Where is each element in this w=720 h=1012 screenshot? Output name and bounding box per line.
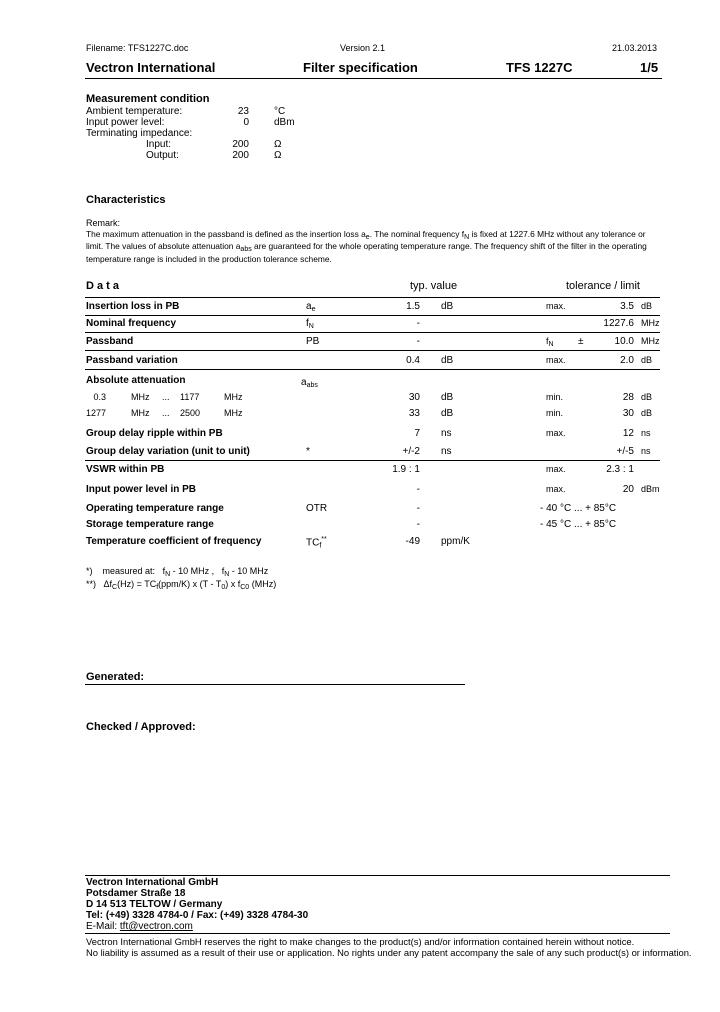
symbol-sub: N [308,323,314,330]
tol-unit: dB [641,408,653,418]
typ-unit: dB [441,408,454,419]
row-label: Absolute attenuation [86,375,186,386]
tol-unit: ns [641,428,651,438]
note-2: **) $\Delta f_C(Hz) = TC_f(ppm/K)$ x $(T - T_0)$ x $f_{C0}$ (MHz) [86,579,277,591]
tol-value: 28 [622,392,634,403]
footer-phone: Tel: (+49) 3328 4784-0 / Fax: (+49) 3328 4784-30 [86,910,309,921]
typ-unit: dB [441,392,454,403]
footer-divider [85,875,670,876]
typ-unit: dB [441,355,454,366]
header-divider [85,78,662,79]
version: Version 2.1 [340,43,386,53]
input-unit: Ω [274,139,282,150]
remark-line-1: The maximum attenuation in the passband is defined as the insertion loss $a_e$. The nominal frequency $f_N$ is fixed at 1227.6 MHz without any tolerance or [86,229,646,241]
col-tol-header: tolerance / limit [566,280,640,292]
output-label: Output: [146,150,179,161]
part-number: TFS 1227C [506,60,573,75]
range-dots: ... [162,408,170,418]
tol-prefix-main: max. [546,484,566,494]
row-label: VSWR within PB [86,464,165,475]
tol-unit: dB [641,392,653,402]
row-label: Insertion loss in PB [86,301,180,312]
row-label: Passband variation [86,355,178,366]
symbol-main: f [306,318,309,329]
company-name: Vectron International [86,60,216,75]
symbol-main: * [306,446,310,457]
power-label: Input power level: [86,117,165,128]
tol-prefix [546,336,554,348]
row-symbol [306,446,310,457]
typ-value: 1.5 [406,301,420,312]
row-symbol [306,503,327,514]
tol-unit: MHz [641,318,660,328]
doc-title: Filter specification [303,60,418,75]
table-rule [85,332,660,333]
range-to: 2500 [180,408,201,418]
remark-line-2: limit. The values of absolute attenuation $a_{abs}$ are guaranteed for the whole operating temperature range. The frequency shift of the filter in the operating [86,241,647,253]
tol-prefix-main: f [546,336,549,346]
doc-date: 21.03.2013 [612,43,658,53]
footer-email-row: E-Mail: tft@vectron.com [86,921,193,932]
typ-unit: ns [441,446,452,457]
tol-unit: ns [641,446,651,456]
footer-company: Vectron International GmbH [86,877,219,888]
symbol-main: PB [306,336,320,347]
tol-prefix-main: min. [546,408,564,418]
tol-prefix-sub: N [548,341,554,348]
table-rule [85,297,660,298]
tol-value: 2.0 [620,355,634,366]
tol-value: 3.5 [620,301,634,312]
symbol-main: OTR [306,503,328,514]
symbol-sub: e [311,306,316,313]
symbol-main: a [306,301,312,312]
tol-value: 1227.6 [603,318,634,329]
table-rule [85,369,660,370]
typ-value: 33 [408,408,420,419]
typ-value: 7 [414,428,420,439]
typ-value: +/-2 [402,446,420,457]
symbol-sub: abs [306,382,318,389]
ambient-value: 23 [237,106,249,117]
row-label: Storage temperature range [86,519,214,530]
typ-value: - [416,336,420,347]
characteristics-title: Characteristics [86,194,166,206]
generated-label: Generated: [86,671,145,683]
tol-value: +/-5 [616,446,634,457]
row-label: Input power level in PB [86,484,197,495]
tol-value: - 45 °C ... + 85°C [540,519,617,530]
tol-prefix-main: max. [546,301,566,311]
range-unit-1: MHz [131,408,150,418]
tol-value: 10.0 [614,336,634,347]
range-unit-1: MHz [131,392,150,402]
typ-value: 0.4 [406,355,420,366]
typ-value: - [416,318,420,329]
range-from: 0.3 [93,392,106,402]
range-to: 1177 [180,392,200,402]
note-1: *) measured at: $f_N - 10$ MHz , $f_N - 10$ MHz [86,566,269,578]
row-label: Temperature coefficient of frequency [86,536,262,547]
typ-value: - [416,503,420,514]
tol-prefix-main: min. [546,392,564,402]
power-unit: dBm [274,117,295,128]
row-label: Nominal frequency [86,318,177,329]
range-from: 1277 [86,408,107,418]
tol-prefix-main: max. [546,428,566,438]
row-symbol [301,377,318,389]
tol-value: 2.3 : 1 [606,464,634,475]
range-dots: ... [162,392,170,402]
checked-label: Checked / Approved: [86,721,196,733]
tol-unit: MHz [641,336,660,346]
typ-unit: ppm/K [441,536,470,547]
power-value: 0 [243,117,249,128]
row-symbol [306,301,315,313]
footer-divider-2 [85,933,670,934]
typ-unit: ns [441,428,452,439]
typ-unit: dB [441,301,454,312]
term-label: Terminating impedance: [86,128,193,139]
range-unit-2: MHz [224,408,243,418]
row-label: Operating temperature range [86,503,224,514]
tol-value: 12 [622,428,634,439]
email-link[interactable]: tft@vectron.com [119,921,193,932]
output-unit: Ω [274,150,282,161]
typ-value: - [416,519,420,530]
tol-plusminus: ± [578,336,584,347]
tol-prefix-main: max. [546,464,566,474]
tol-unit: dB [641,301,653,311]
table-rule [85,315,660,316]
typ-value: 1.9 : 1 [392,464,420,475]
footer-city: D 14 513 TELTOW / Germany [86,899,223,910]
symbol-main: a [301,377,307,388]
typ-value: - [416,484,420,495]
output-value: 200 [232,150,249,161]
measurement-title: Measurement condition [86,93,210,105]
table-rule [85,460,660,461]
remark-line-3: temperature range is included in the production tolerance scheme. [86,254,332,264]
typ-value: 30 [408,392,420,403]
generated-line [85,684,465,685]
symbol-sub: f [319,542,322,550]
typ-value: -49 [405,536,420,547]
tol-value: 30 [622,408,634,419]
symbol-sup: ** [321,536,327,543]
input-label: Input: [146,139,172,150]
footer-street: Potsdamer Straße 18 [86,888,186,899]
row-label: Group delay variation (unit to unit) [86,446,250,457]
range-unit-2: MHz [224,392,243,402]
tol-value: 20 [622,484,634,495]
filename: Filename: TFS1227C.doc [86,43,189,53]
tol-value: - 40 °C ... + 85°C [540,503,617,514]
table-rule [85,350,660,351]
row-symbol [306,318,314,330]
row-label: Passband [86,336,134,347]
tol-prefix-main: max. [546,355,566,365]
page-number: 1/5 [640,60,659,75]
ambient-unit: °C [274,106,286,117]
col-typ-header: typ. value [410,280,458,292]
disclaimer-2: No liability is assumed as a result of their use or application. No rights under any patent accompany the sale of any such product(s) or information. [86,947,692,958]
remark-label: Remark: [86,218,121,228]
row-symbol [306,336,319,347]
tol-unit: dBm [641,484,660,494]
row-label: Group delay ripple within PB [86,428,223,439]
input-value: 200 [232,139,249,150]
tol-unit: dB [641,355,653,365]
ambient-label: Ambient temperature: [86,106,183,117]
row-symbol [306,536,327,549]
col-data-header: D a t a [86,280,120,292]
disclaimer-1: Vectron International GmbH reserves the right to make changes to the product(s) and/or information contained herein without notice. [86,936,635,947]
symbol-main: TC [306,537,320,549]
